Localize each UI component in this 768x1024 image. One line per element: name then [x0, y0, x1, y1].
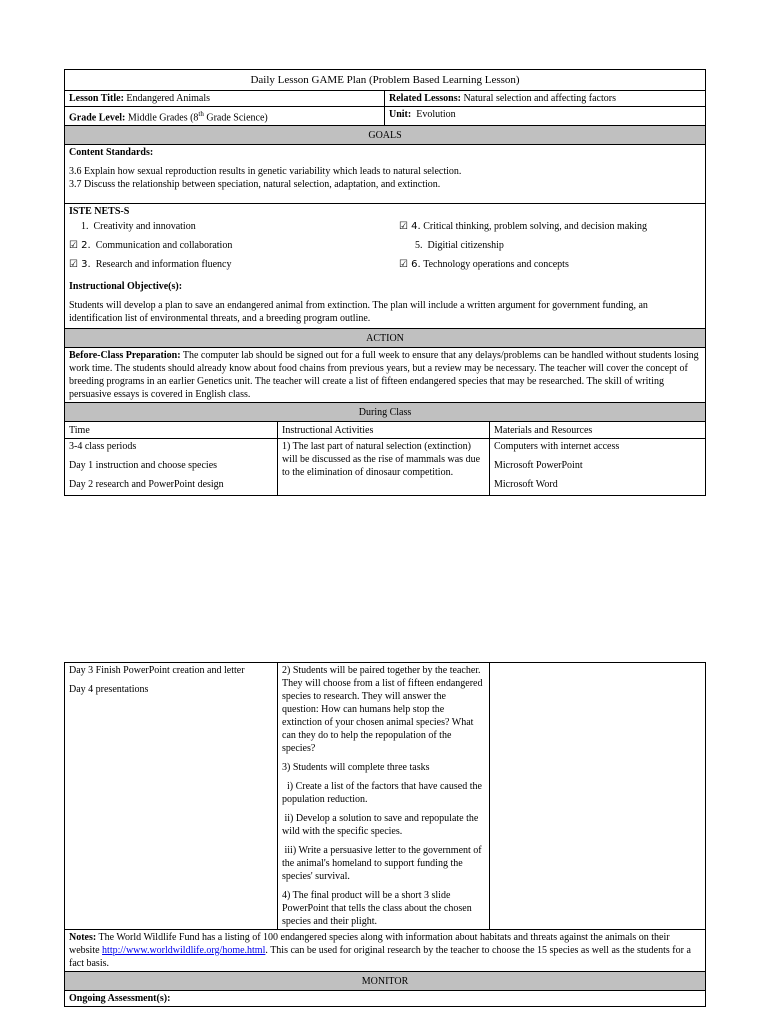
unit-cell: Unit: Evolution — [385, 107, 706, 126]
time-cell: Day 3 Finish PowerPoint creation and letter Day 4 presentations — [65, 663, 278, 930]
lesson-plan-table-page1 — [64, 69, 706, 496]
monitor-heading: MONITOR — [65, 972, 706, 991]
action-heading: ACTION — [65, 329, 706, 348]
ongoing-assessment-cell: Ongoing Assessment(s): — [65, 991, 706, 1007]
goals-heading: GOALS — [65, 126, 706, 145]
before-class-cell: Before-Class Preparation: The computer lab should be signed out for a full week to ensure that any delays/problems can be handled without students losing work time. The students should already know about food chains from previous years, but a review may be necessary. The teacher will cover the concept of breeding programs in an earlier Genetics unit. The teacher will create a list of fifteen endangered species that may be researched. The skill of writing persuasive essays is covered in English class. — [65, 348, 706, 403]
materials-cell — [490, 663, 706, 930]
col-time-header: Time — [65, 422, 278, 439]
iste-item-1: 1. Creativity and innovation — [81, 221, 196, 233]
grade-level-cell: Grade Level: Middle Grades (8th Grade Science) — [65, 107, 385, 126]
time-cell: 3-4 class periods Day 1 instruction and choose species Day 2 research and PowerPoint design — [65, 439, 278, 496]
lesson-plan-table-page2 — [64, 662, 706, 1007]
iste-item-4: ☑ 4. Critical thinking, problem solving, and decision making — [399, 221, 648, 233]
col-materials-header: Materials and Resources — [490, 422, 706, 439]
objectives-text: Students will develop a plan to save an endangered animal from extinction. The plan will include a written argument for government funding, an identification list of environmental threats, and a breeding program outline. — [69, 300, 648, 325]
plan-title: Daily Lesson GAME Plan (Problem Based Learning Lesson) — [65, 70, 706, 91]
materials-cell: Computers with internet access Microsoft PowerPoint Microsoft Word — [490, 439, 706, 496]
iste-item-6: ☑ 6. Technology operations and concepts — [399, 259, 569, 271]
iste-item-5: 5. Digitial citizenship — [415, 240, 504, 252]
wwf-link[interactable]: http://www.worldwildlife.org/home.html — [102, 945, 266, 956]
notes-cell: Notes: The World Wildlife Fund has a listing of 100 endangered species along with information about habitats and threats against the animals on their website http://www.worldwildlife.org/home.html. This can be used for original research by the teacher to choose the 15 species as well as the students for a fact basis. — [65, 930, 706, 972]
iste-nets-cell: ISTE NETS-S 1. Creativity and innovation ☑ 2. Communication and collaboration ☑ 3. Research and information fluency ☑ 4. Critical thinking, problem solving, and decision making 5. Digitial citizenship ☑ 6. Technology operations and concepts Instructional Objective(s): Students will develop a plan to save an endangered animal from extinction. The plan will include a written argument for government funding, an identification list of environmental threats, and a breeding program outline. — [65, 204, 706, 329]
lesson-title-cell: Lesson Title: Endangered Animals — [65, 91, 385, 107]
iste-item-3: ☑ 3. Research and information fluency — [69, 259, 232, 271]
activities-cell: 1) The last part of natural selection (extinction) will be discussed as the rise of mammals was due to the elimination of dinosaur competition. — [278, 439, 490, 496]
activities-cell: 2) Students will be paired together by the teacher. They will choose from a list of fifteen endangered species to research. They will answer the question: How can humans help stop the extinction of your chosen animal species? What can they do to help the repopulation of the species? 3) Students will complete three tasks i) Create a list of the factors that have caused the population reduction. ii) Develop a solution to save and repopulate the wild with the specific species. iii) Write a persuasive letter to the government of the animal's homeland to support funding the species' survival. 4) The final product will be a short 3 slide PowerPoint that tells the class about the chosen species and their plight. — [278, 663, 490, 930]
col-activities-header: Instructional Activities — [278, 422, 490, 439]
during-class-heading: During Class — [65, 403, 706, 422]
content-standards-cell: Content Standards: 3.6 Explain how sexual reproduction results in genetic variability which leads to natural selection. 3.7 Discuss the relationship between speciation, natural selection, adaptation, and extinction. — [65, 145, 706, 204]
iste-item-2: ☑ 2. Communication and collaboration — [69, 240, 233, 252]
related-lessons-cell: Related Lessons: Natural selection and affecting factors — [385, 91, 706, 107]
